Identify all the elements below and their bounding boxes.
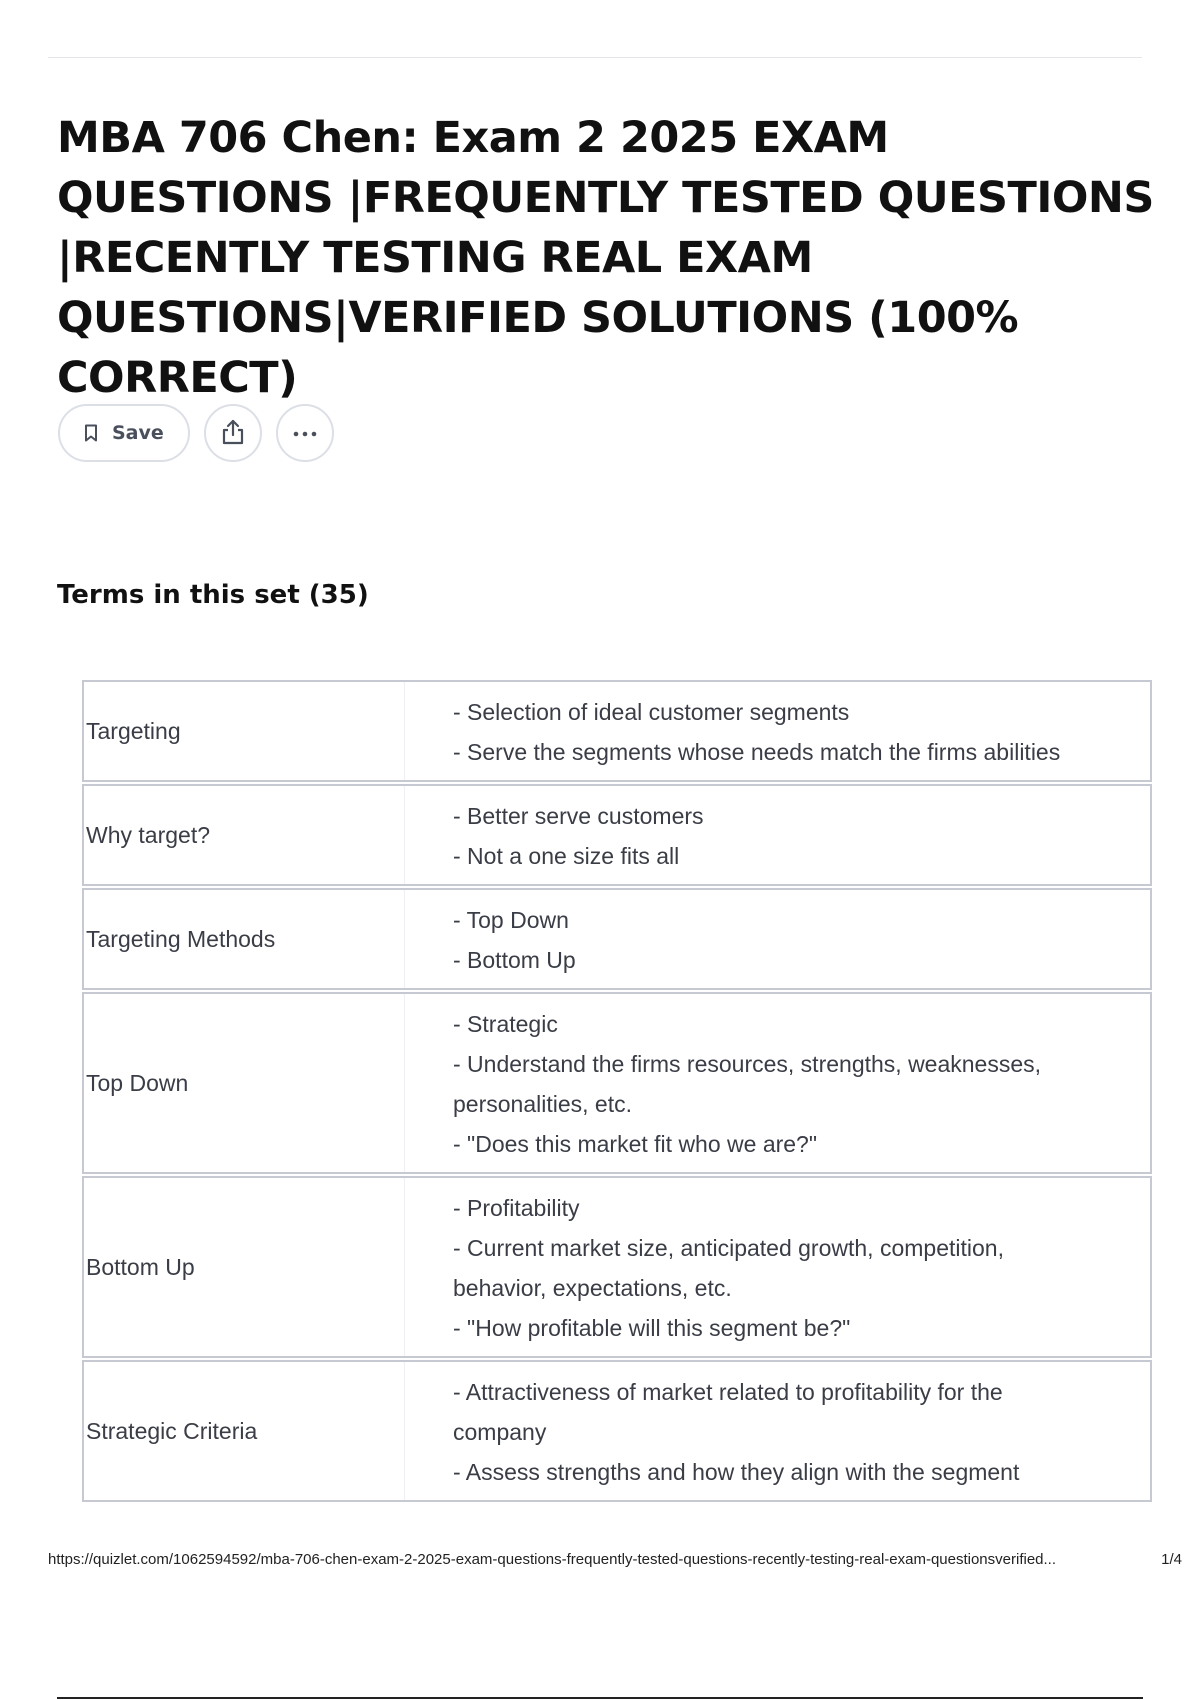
more-horizontal-icon bbox=[292, 426, 318, 441]
page-title: MBA 706 Chen: Exam 2 2025 EXAM QUESTIONS |FREQUENTLY TESTED QUESTIONS |RECENTLY TESTING REAL EXAM QUESTIONS|VERIFIED SOLUTIONS (100% CORRECT) bbox=[57, 113, 1154, 403]
bookmark-icon bbox=[84, 424, 98, 442]
term-cell: Top Down bbox=[84, 994, 405, 1172]
definition-line: - Profitability bbox=[453, 1195, 580, 1221]
term-row bbox=[82, 888, 1152, 990]
definition-cell bbox=[405, 890, 1150, 988]
term-cell: Targeting bbox=[84, 682, 405, 780]
definition-line: - Current market size, anticipated growth, competition, behavior, expectations, etc. bbox=[453, 1235, 1004, 1301]
definition-cell bbox=[405, 1362, 1150, 1500]
definition-line: - "Does this market fit who we are?" bbox=[453, 1131, 818, 1157]
definition-line: - Better serve customers bbox=[453, 803, 704, 829]
term-cell: Targeting Methods bbox=[84, 890, 405, 988]
definition-line: - Assess strengths and how they align with the segment bbox=[453, 1459, 1020, 1485]
save-label: Save bbox=[112, 422, 164, 444]
share-button[interactable] bbox=[204, 404, 262, 462]
definition-line: - Strategic bbox=[453, 1011, 558, 1037]
term-row bbox=[82, 680, 1152, 782]
definition-line: - Bottom Up bbox=[453, 947, 576, 973]
page-bottom-divider bbox=[57, 1697, 1143, 1699]
definition-line: - Not a one size fits all bbox=[453, 843, 680, 869]
term-cell: Why target? bbox=[84, 786, 405, 884]
definition-line: - Selection of ideal customer segments bbox=[453, 699, 850, 725]
terms-heading: Terms in this set (35) bbox=[57, 580, 369, 610]
more-options-button[interactable] bbox=[276, 404, 334, 462]
term-row bbox=[82, 992, 1152, 1174]
definition-line: - Serve the segments whose needs match the firms abilities bbox=[453, 739, 1061, 765]
terms-table bbox=[82, 680, 1152, 1504]
definition-cell bbox=[405, 1178, 1150, 1356]
save-button[interactable] bbox=[58, 404, 190, 462]
definition-cell bbox=[405, 994, 1150, 1172]
term-cell: Bottom Up bbox=[84, 1178, 405, 1356]
definition-line: - Top Down bbox=[453, 907, 569, 933]
term-row bbox=[82, 1360, 1152, 1502]
definition-cell bbox=[405, 682, 1150, 780]
definition-line: - Attractiveness of market related to profitability for the company bbox=[453, 1379, 1003, 1445]
term-row bbox=[82, 1176, 1152, 1358]
page-number: 1/4 bbox=[1161, 1551, 1182, 1568]
page-url: https://quizlet.com/1062594592/mba-706-chen-exam-2-2025-exam-questions-frequently-tested-questions-recently-testing-real-exam-questionsverified... bbox=[48, 1551, 1057, 1568]
definition-line: - Understand the firms resources, strengths, weaknesses, personalities, etc. bbox=[453, 1051, 1042, 1117]
term-cell: Strategic Criteria bbox=[84, 1362, 405, 1500]
action-bar bbox=[58, 404, 334, 462]
definition-line: - "How profitable will this segment be?" bbox=[453, 1315, 851, 1341]
share-icon bbox=[220, 418, 246, 449]
header-divider bbox=[48, 57, 1142, 58]
term-row bbox=[82, 784, 1152, 886]
definition-cell bbox=[405, 786, 1150, 884]
